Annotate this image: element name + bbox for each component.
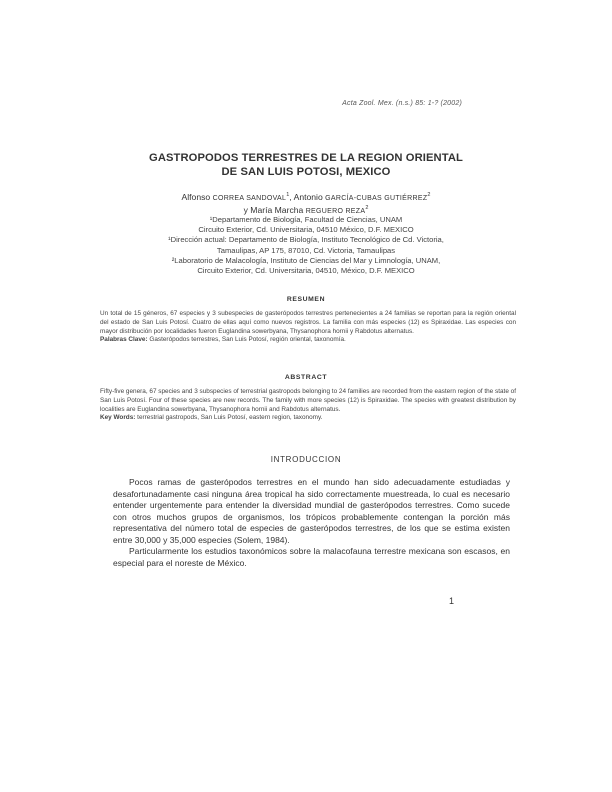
author-surname: GARCÍA-CUBAS GUTIÉRREZ [325,195,428,202]
abstract-text: Fifty-five genera, 67 species and 3 subspecies of terrestrial gastropods belonging to 24 families are recorded from the eastern region of the state of San Luis Potosí. Four of these species are new records. The family with more species (12) is Spiraxidae. The species with greatest distribution by localities are Euglandina sowerbyana, Thysanophora hornii and Rabdotus alternatus. [100,388,516,413]
affiliation-line: Tamaulipas, AP 175, 87010, Cd. Victoria, Tamaulipas [216,245,396,255]
author-surname: REGUERO REZA [305,207,366,215]
abstract-keywords [100,414,516,423]
affiliation-line: Circuito Exterior, Cd. Universitaria, 04510 México, D.F. MEXICO [198,225,414,235]
author-first: , Antonio [289,192,326,202]
title-line: DE SAN LUIS POTOSI, MEXICO [221,166,391,178]
resumen-text: Un total de 15 géneros, 67 especies y 3 subespecies de gasterópodos terrestres pertenecientes a 24 familias se reportan para la región oriental del estado de San Luis Potosí. Cuatro de ellas aquí como nuevos registros. La familia con más especies (12) es Spiraxidae. Las especies con mayor distribución por localidades fueron Euglandina sowerbyana, Thysanophora hornii y Rabdotus alternatus. [100,310,516,335]
affiliations [0,215,612,276]
author-affil-mark: 2 [365,204,369,211]
title-line: GASTROPODOS TERRESTRES DE LA REGION ORIENTAL [149,152,463,164]
keywords-label: Palabras Clave: [100,336,148,344]
resumen-keywords [100,336,516,345]
paper-title [0,151,612,179]
author-affil-mark: 2 [427,192,431,199]
author-list [0,192,612,217]
affiliation-line: Circuito Exterior, Cd. Universitaria, 04510, México, D.F. MEXICO [197,266,415,276]
affiliation-line: ¹Departamento de Biología, Facultad de Ciencias, UNAM [209,215,403,224]
keywords-text: terrestrial gastropods, San Luis Potosí, eastern region, taxonomy. [135,414,323,422]
author-surname: CORREA SANDOVAL [212,195,287,202]
keywords-text: Gasterópodos terrestres, San Luis Potosí, región oriental, taxonomía. [147,336,346,344]
abstract-body [100,388,516,423]
paragraph: Pocos ramas de gasterópodos terrestres en el mundo han sido adecuadamente estudiadas y desafortunadamente casi ninguna área tropical ha sido correctamente muestreada, lo cual es necesario entender urgentemente para entender la diversidad mundial de gasterópodos terrestres. Como sucede con otros muchos grupos de organismos, los trópicos probablemente contengan la porción más representativa del número total de especies de gasterópodos terrestres, de los que se estima existen entre 30,000 y 35,000 especies (Solem, 1984). [113,477,510,545]
author-line [0,192,612,205]
introduction-body [113,477,510,569]
resumen-heading: RESUMEN [286,296,326,303]
author-first: y María Marcha [243,204,306,215]
page-number: 1 [449,596,455,606]
paragraph: Particularmente los estudios taxonómicos sobre la malacofauna terrestre mexicana son escasos, en especial para el noreste de México. [113,546,510,568]
author-affil-mark: 1 [286,192,290,199]
introduction-heading: INTRODUCCION [270,455,342,464]
affiliation-line: ¹Dirección actual: Departamento de Biología, Instituto Tecnológico de Cd. Victoria, [168,235,444,245]
journal-citation: Acta Zool. Mex. (n.s.) 85: 1-? (2002) [342,100,462,107]
author-first: Alfonso [181,192,213,202]
affiliation-line: ²Laboratorio de Malacología, Instituto de Ciencias del Mar y Limnología, UNAM, [171,255,441,265]
resumen-body [100,310,516,345]
keywords-label: Key Words: [100,414,136,422]
abstract-heading: ABSTRACT [284,374,328,381]
